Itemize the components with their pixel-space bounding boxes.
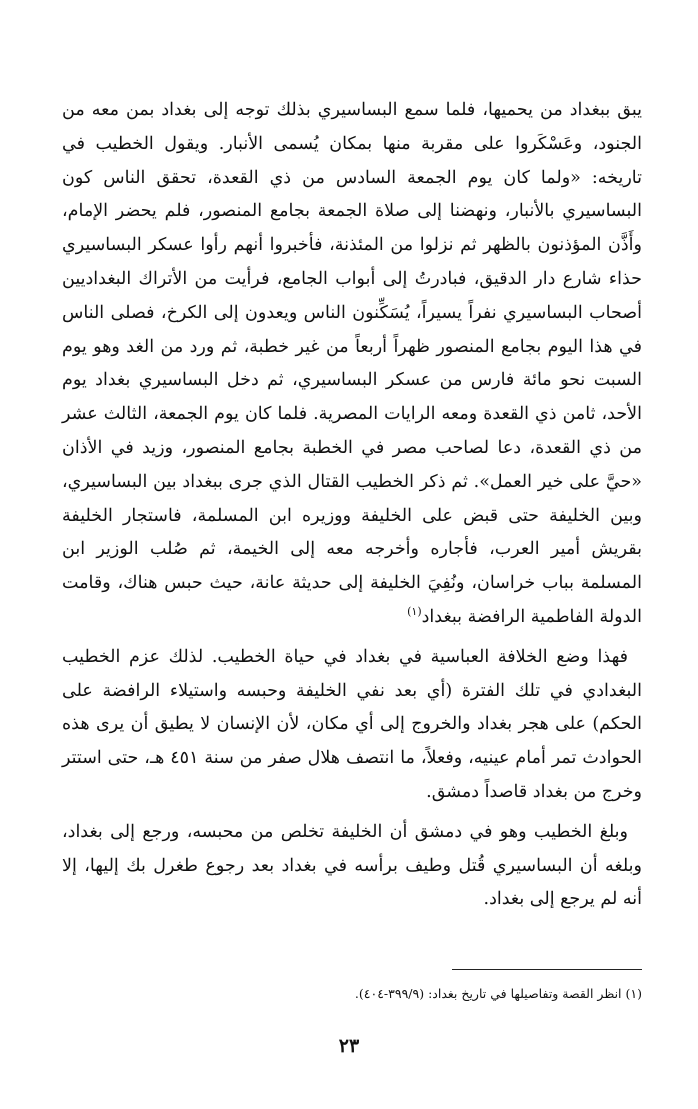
paragraph-2 [62,641,642,810]
page-number: ٢٣ [338,1035,360,1057]
paragraph-2-text: فهذا وضع الخلافة العباسية في بغداد في حياة الخطيب. لذلك عزم الخطيب البغدادي في تلك الفترة (أي بعد نفي الخليفة وحبسه واستيلاء الرافضة على الحكم) على هجر بغداد والخروج إلى أي مكان، لأن الإنسان لا يطيق أن يرى هذه الحوادث تمر أمام عينيه، وفعلاً، ما انتصف هلال صفر من سنة ٤٥١ هـ، حتى استتر وخرج من بغداد قاصداً دمشق. [62,646,642,802]
paragraph-3-text: وبلغ الخطيب وهو في دمشق أن الخليفة تخلص من محبسه، ورجع إلى بغداد، وبلغه أن البساسيري قُتل وطيف برأسه في بغداد بعد رجوع طغرل بك إليها، إلا أنه لم يرجع إلى بغداد. [62,821,642,910]
footnote-divider [452,969,642,970]
paragraph-1-text: يبق ببغداد من يحميها، فلما سمع البساسيري بذلك توجه إلى بغداد بمن معه من الجنود، وعَسْكَروا على مقربة منها بمكان يُسمى الأنبار. ويقول الخطيب في تاريخه: «ولما كان يوم الجمعة السادس من ذي القعدة، تحقق الناس كون البساسيري بالأنبار، ونهضنا إلى صلاة الجمعة بجامع المنصور، فلم يحضر الإمام، وأَذَّن المؤذنون بالظهر ثم نزلوا من المئذنة، فأخبروا أنهم رأوا عسكر البساسيري حذاء شارع دار الدقيق، فبادرتُ إلى أبواب الجامع، فرأيت من الأتراك البغداديين أصحاب البساسيري نفراً يسيراً، يُسَكِّنون الناس ويعدون إلى الكرخ، فصلى الناس في هذا اليوم بجامع المنصور ظهراً أربعاً من غير خطبة، ثم ورد من الغد وهو يوم السبت نحو مائة فارس من عسكر البساسيري، ثم دخل البساسيري بغداد يوم الأحد، ثامن ذي القعدة ومعه الرايات المصرية. فلما كان يوم الجمعة، الثالث عشر من ذي القعدة، دعا لصاحب مصر في الخطبة بجامع المنصور، وزيد في الأذان «حيَّ على خير العمل». ثم ذكر الخطيب القتال الذي جرى ببغداد بين البساسيري، وبين الخليفة حتى قبض على الخليفة ووزيره ابن المسلمة، فاستجار الخليفة بقريش أمير العرب، فأجاره وأخرجه معه إلى الخيمة، ثم صُلب الوزير ابن المسلمة بباب خراسان، ونُفِيَ الخليفة إلى حديثة عانة، حيث حبس هناك، وقامت الدولة الفاطمية الرافضة ببغداد [62,100,642,627]
main-text [62,94,642,917]
footnote: (١) انظر القصة وتفاصيلها في تاريخ بغداد: (٣٩٩/٩-٤٠٤). [354,986,642,1001]
footnote-reference: (١) [407,605,422,619]
paragraph-3 [62,816,642,917]
paragraph-1 [62,94,642,635]
